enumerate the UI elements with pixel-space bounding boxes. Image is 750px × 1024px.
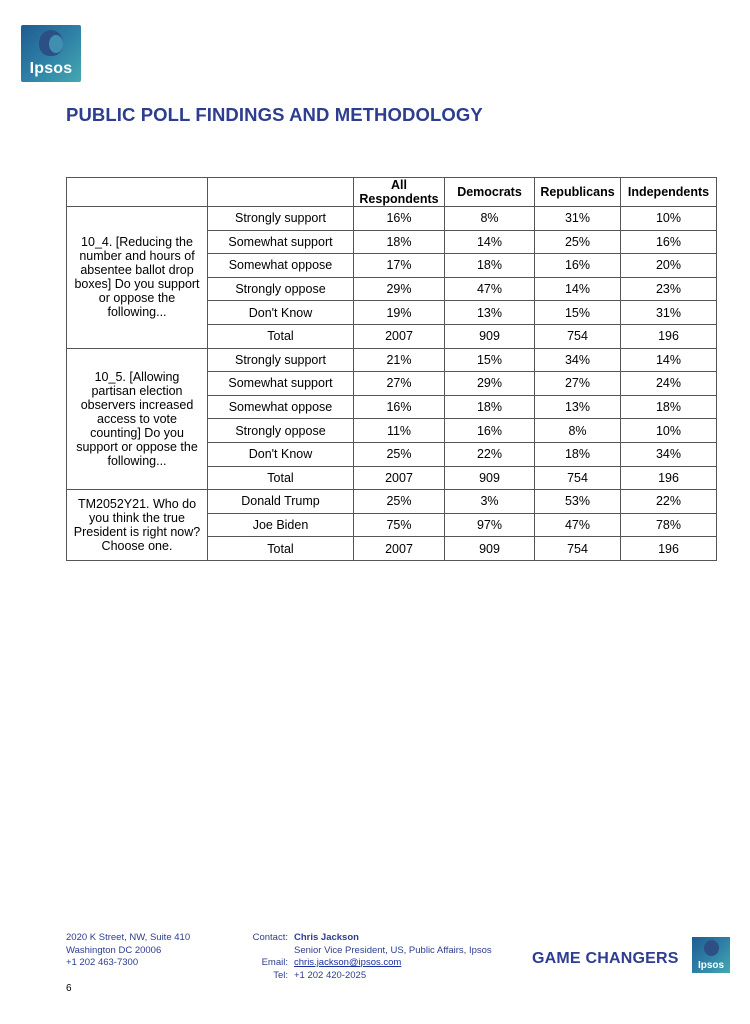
page-title: PUBLIC POLL FINDINGS AND METHODOLOGY: [66, 104, 483, 125]
value-cell: 25%: [354, 442, 445, 466]
logo-small-text: Ipsos: [697, 960, 725, 971]
value-cell: 34%: [535, 348, 621, 372]
value-cell: 16%: [354, 395, 445, 419]
value-cell: 78%: [621, 513, 717, 537]
value-cell: 11%: [354, 419, 445, 443]
table-row: [67, 490, 717, 514]
value-cell: 196: [621, 466, 717, 490]
value-cell: 15%: [535, 301, 621, 325]
value-cell: 16%: [535, 254, 621, 278]
value-cell: 18%: [445, 254, 535, 278]
value-cell: 20%: [621, 254, 717, 278]
value-cell: 47%: [535, 513, 621, 537]
value-cell: 31%: [535, 207, 621, 231]
table-row: [67, 207, 717, 231]
value-cell: 29%: [445, 372, 535, 396]
value-cell: 21%: [354, 348, 445, 372]
footer-contact: [294, 932, 492, 982]
value-cell: 22%: [621, 490, 717, 514]
column-header: Democrats: [445, 178, 535, 207]
email-label: Email:: [261, 957, 288, 968]
value-cell: 8%: [535, 419, 621, 443]
value-cell: 2007: [354, 324, 445, 348]
table-header-row: [67, 178, 717, 207]
column-header: Republicans: [535, 178, 621, 207]
ipsos-logo-small: [692, 937, 730, 973]
value-cell: 97%: [445, 513, 535, 537]
value-cell: 16%: [445, 419, 535, 443]
question-cell: 10_5. [Allowing partisan election observers increased access to vote counting] Do you support or oppose the following...: [67, 348, 208, 490]
poll-table: [66, 177, 717, 561]
response-label: Somewhat support: [208, 372, 354, 396]
value-cell: 196: [621, 537, 717, 561]
value-cell: 909: [445, 466, 535, 490]
value-cell: 13%: [445, 301, 535, 325]
response-label: Strongly support: [208, 348, 354, 372]
question-cell: TM2052Y21. Who do you think the true President is right now? Choose one.: [67, 490, 208, 561]
footer-address: [66, 932, 190, 970]
value-cell: 25%: [535, 230, 621, 254]
value-cell: 47%: [445, 277, 535, 301]
value-cell: 754: [535, 324, 621, 348]
value-cell: 29%: [354, 277, 445, 301]
value-cell: 22%: [445, 442, 535, 466]
value-cell: 27%: [354, 372, 445, 396]
value-cell: 909: [445, 537, 535, 561]
value-cell: 13%: [535, 395, 621, 419]
tagline: GAME CHANGERS: [532, 950, 679, 967]
value-cell: 10%: [621, 419, 717, 443]
response-label: Donald Trump: [208, 490, 354, 514]
response-label: Total: [208, 466, 354, 490]
tel-label: Tel:: [273, 969, 288, 981]
question-cell: 10_4. [Reducing the number and hours of absentee ballot drop boxes] Do you support or oppose the following...: [67, 207, 208, 349]
value-cell: 25%: [354, 490, 445, 514]
column-header: All Respondents: [354, 178, 445, 207]
response-label: Somewhat oppose: [208, 395, 354, 419]
value-cell: 15%: [445, 348, 535, 372]
value-cell: 14%: [535, 277, 621, 301]
value-cell: 16%: [621, 230, 717, 254]
response-label: Total: [208, 324, 354, 348]
value-cell: 31%: [621, 301, 717, 325]
value-cell: 3%: [445, 490, 535, 514]
table-row: [67, 348, 717, 372]
column-header: Independents: [621, 178, 717, 207]
value-cell: 14%: [445, 230, 535, 254]
page-number: 6: [66, 983, 72, 994]
response-label: Somewhat support: [208, 230, 354, 254]
ipsos-logo: [21, 25, 81, 82]
header-response: [208, 178, 354, 207]
address-line: 2020 K Street, NW, Suite 410: [66, 932, 191, 943]
response-label: Don't Know: [208, 442, 354, 466]
contact-title: Senior Vice President, US, Public Affairs, Ipsos: [294, 944, 492, 956]
contact-email-link[interactable]: chris.jackson@ipsos.com: [294, 957, 402, 968]
value-cell: 17%: [354, 254, 445, 278]
value-cell: 24%: [621, 372, 717, 396]
value-cell: 14%: [621, 348, 717, 372]
header-question: [67, 178, 208, 207]
value-cell: 27%: [535, 372, 621, 396]
value-cell: 10%: [621, 207, 717, 231]
value-cell: 196: [621, 324, 717, 348]
response-label: Strongly oppose: [208, 277, 354, 301]
value-cell: 16%: [354, 207, 445, 231]
response-label: Total: [208, 537, 354, 561]
value-cell: 18%: [445, 395, 535, 419]
value-cell: 18%: [354, 230, 445, 254]
contact-tel: +1 202 420-2025: [294, 969, 367, 981]
highlighted-value: 53%: [564, 494, 591, 509]
value-cell: 34%: [621, 442, 717, 466]
value-cell: 19%: [354, 301, 445, 325]
poll-table-body: [67, 207, 717, 561]
value-cell: 2007: [354, 537, 445, 561]
value-cell: 18%: [621, 395, 717, 419]
address-line: +1 202 463-7300: [66, 957, 139, 968]
value-cell: 75%: [354, 513, 445, 537]
value-cell: 23%: [621, 277, 717, 301]
value-cell: 18%: [535, 442, 621, 466]
response-label: Somewhat oppose: [208, 254, 354, 278]
value-cell: 754: [535, 466, 621, 490]
value-cell: [535, 490, 621, 514]
contact-label: Contact:: [252, 932, 288, 943]
contact-name: Chris Jackson: [294, 932, 359, 943]
value-cell: 909: [445, 324, 535, 348]
value-cell: 8%: [445, 207, 535, 231]
response-label: Strongly oppose: [208, 419, 354, 443]
value-cell: 754: [535, 537, 621, 561]
response-label: Don't Know: [208, 301, 354, 325]
footer-contact-labels: [236, 932, 288, 982]
address-line: Washington DC 20006: [66, 944, 162, 956]
value-cell: 2007: [354, 466, 445, 490]
response-label: Joe Biden: [208, 513, 354, 537]
logo-text: Ipsos: [29, 60, 73, 77]
response-label: Strongly support: [208, 207, 354, 231]
